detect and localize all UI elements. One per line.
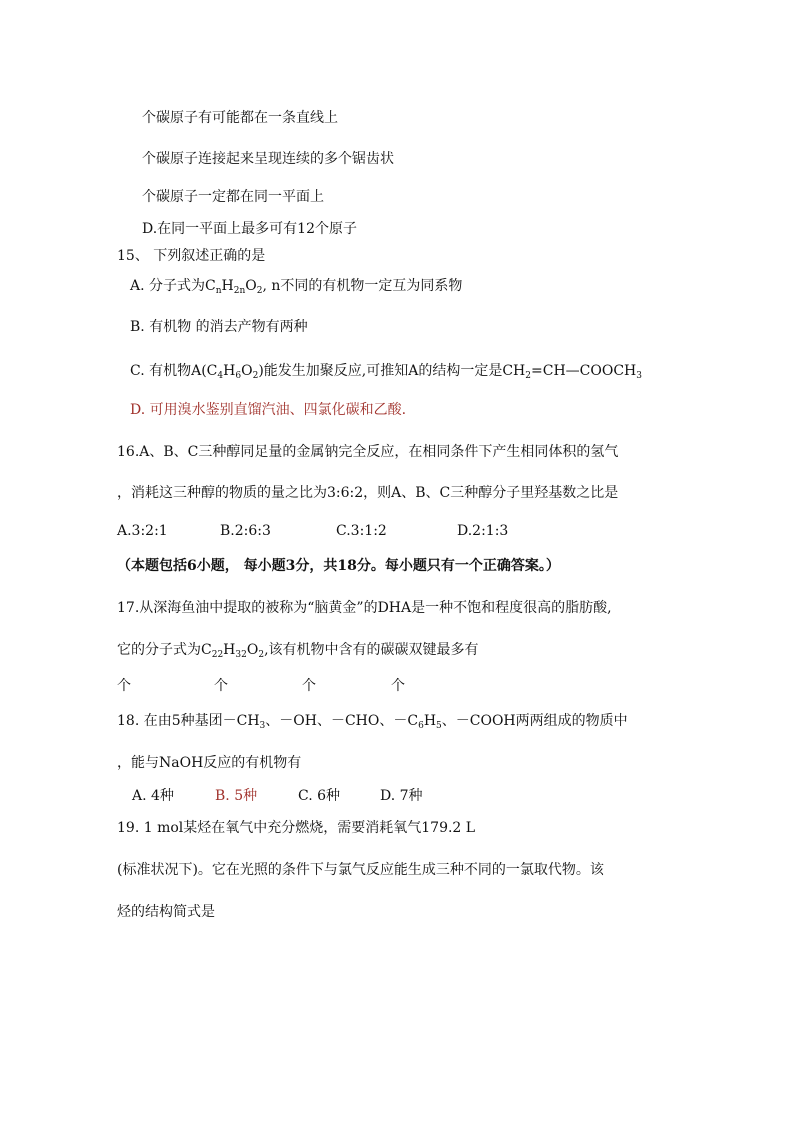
q18-option-b: B. 5种 [215, 788, 258, 804]
q16-option-a: A.3:2:1 [117, 523, 168, 539]
q19-stem-line1: 19. 1 mol某烃在氧气中充分燃烧，需要消耗氧气179.2 L [117, 820, 476, 836]
q17-stem-line2: 它的分子式为$C_{22}H_{32}O_2$,该有机物中含有的碳碳双键最多有 [117, 642, 479, 660]
q17-option-d: 个 [391, 678, 405, 694]
q15-option-d: D. 可用溴水鉴别直馏汽油、四氯化碳和乙酸. [130, 402, 407, 418]
q16-options [117, 521, 508, 541]
q16-stem-line2: ，消耗这三种醇的物质的量之比为3:6:2，则A、B、C三种醇分子里羟基数之比是 [117, 485, 619, 501]
q16-stem-line1: 16.A、B、C三种醇同足量的金属钠完全反应，在相同条件下产生相同体积的氢气 [117, 444, 619, 460]
q18-option-a: A. 4种 [132, 788, 174, 804]
q14-option-a: 个碳原子有可能都在一条直线上 [142, 110, 338, 126]
q15-stem: 15、 下列叙述正确的是 [117, 248, 266, 264]
q17-option-a: 个 [117, 678, 131, 694]
q14-option-d: D.在同一平面上最多可有12个原子 [142, 221, 357, 237]
q17-option-b: 个 [214, 678, 228, 694]
q17-options [117, 676, 405, 696]
q15-option-b: B. 有机物 的消去产物有两种 [130, 319, 308, 335]
q16-option-d: D.2:1:3 [457, 523, 509, 539]
q18-option-c: C. 6种 [298, 788, 341, 804]
q19-stem-line3: 烃的结构简式是 [117, 904, 215, 920]
q17-option-c: 个 [302, 678, 316, 694]
q16-option-c: C.3:1:2 [336, 523, 387, 539]
q16-option-b: B.2:6:3 [220, 523, 271, 539]
q19-stem-line2: (标准状况下)。它在光照的条件下与氯气反应能生成三种不同的一氯取代物。该 [117, 862, 604, 878]
q17-stem-line1: 17.从深海鱼油中提取的被称为“脑黄金”的DHA是一种不饱和程度很高的脂肪酸, [117, 600, 612, 616]
q14-option-b: 个碳原子连接起来呈现连续的多个锯齿状 [142, 151, 394, 167]
q14-option-c: 个碳原子一定都在同一平面上 [142, 189, 324, 205]
q15-option-c: C. 有机物$A(C_4H_6O_2)$能发生加聚反应,可推知A的结构一定是$CH_2=CH—COOCH_3$ [130, 363, 642, 381]
q18-stem-line2: ，能与NaOH反应的有机物有 [117, 755, 302, 771]
section-note: （本题包括6小题， 每小题3分，共18分。每小题只有一个正确答案。） [117, 558, 560, 574]
q18-option-d: D. 7种 [380, 788, 423, 804]
q18-options [132, 786, 423, 806]
q15-option-a: A. 分子式为$C_nH_{2n}O_2$, n不同的有机物一定互为同系物 [130, 278, 463, 296]
q18-stem-line1: 18. 在由5种基团$-CH_3$、－OH、－CHO、$-C_6H_5$、－COOH两两组成的物质中 [117, 713, 628, 731]
